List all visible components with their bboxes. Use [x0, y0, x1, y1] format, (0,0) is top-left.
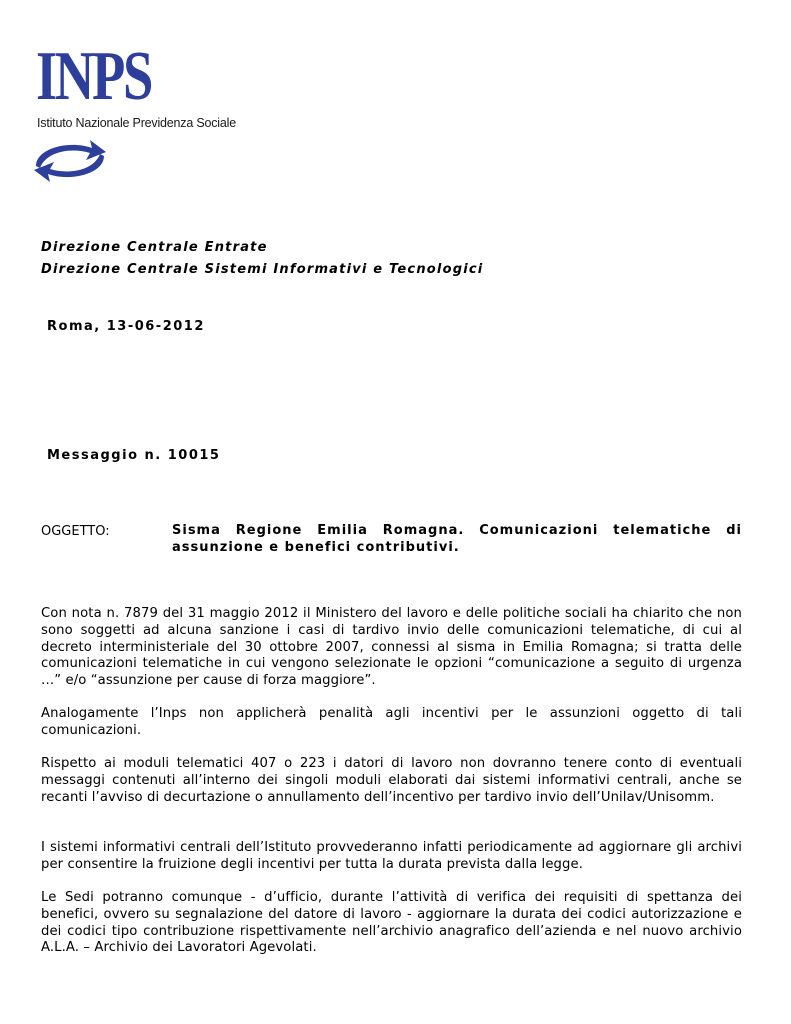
directorate-line-1: Direzione Centrale Entrate — [41, 240, 268, 255]
body-paragraph-4: I sistemi informativi centrali dell’Istituto provvederanno infatti periodicamente ad aggiornare gli archivi per consentire la fruizione degli incentivi per tutta la durata prevista dalla legge. — [41, 840, 742, 872]
inps-arrows-icon — [30, 136, 110, 186]
body-paragraph-2: Analogamente l’Inps non applicherà penalità agli incentivi per le assunzioni oggetto di tali comunicazioni. — [41, 706, 742, 738]
body-paragraph-1: Con nota n. 7879 del 31 maggio 2012 il Ministero del lavoro e delle politiche sociali ha chiarito che non sono soggetti ad alcuna sanzione i casi di tardivo invio delle comunicazioni telematiche, di cui al decreto interministeriale del 30 ottobre 2007, connessi al sisma in Emilia Romagna; si tratta delle comunicazioni telematiche in cui vengono selezionate le opzioni “comunicazione a seguito di urgenza …” e/o “assunzione per cause di forza maggiore”. — [41, 606, 742, 689]
body-paragraph-3: Rispetto ai moduli telematici 407 o 223 i datori di lavoro non dovranno tenere conto di eventuali messaggi contenuti all’interno dei singoli moduli elaborati dai sistemi informativi centrali, anche se recanti l’avviso di decurtazione o annullamento dell’incentivo per tardivo invio dell’Unilav/Unisomm. — [41, 756, 742, 805]
inps-logo — [30, 38, 250, 193]
logo-subtitle: Istituto Nazionale Previdenza Sociale — [37, 116, 236, 130]
message-number: Messaggio n. 10015 — [47, 448, 221, 463]
directorate-line-2: Direzione Centrale Sistemi Informativi e Tecnologici — [41, 262, 484, 277]
place-date: Roma, 13-06-2012 — [47, 319, 205, 334]
logo-wordmark: INPS — [36, 38, 152, 115]
subject-label: OGGETTO: — [41, 524, 110, 539]
body-paragraph-5: Le Sedi potranno comunque - d’ufficio, durante l’attività di verifica dei requisiti di spettanza dei benefici, ovvero su segnalazione del datore di lavoro - aggiornare la durata dei codici autorizzazione e dei codici tipo contribuzione rispettivamente nell’archivio anagrafico dell’azienda e nel nuovo archivio A.L.A. – Archivio dei Lavoratori Agevolati. — [41, 890, 742, 956]
subject-text: Sisma Regione Emilia Romagna. Comunicazioni telematiche di assunzione e benefici contributivi. — [172, 523, 742, 555]
